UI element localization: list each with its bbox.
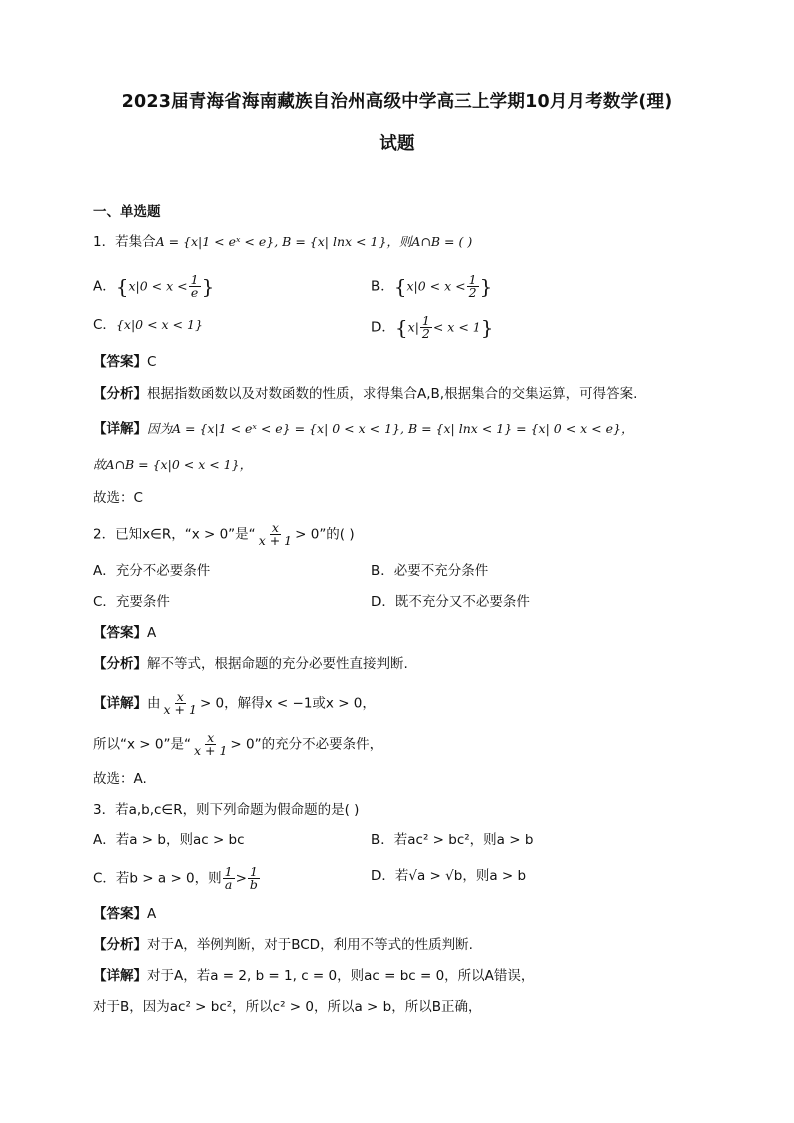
q2-option-d: D．既不充分又不必要条件 xyxy=(371,594,530,610)
q2-option-a: A．充分不必要条件 xyxy=(93,563,211,579)
q1-option-b: B．{x|0 < x < $\frac{1}{2}$ } xyxy=(371,272,493,300)
q2-stem: 2．已知x∈R，“x > 0”是“ $\frac{x}{x + 1}$ > 0”的( ) xyxy=(93,520,355,548)
fraction: $\frac{x}{x + 1}$ xyxy=(163,689,197,717)
q2-option-b: B．必要不充分条件 xyxy=(371,563,489,579)
q2-answer: 【答案】A xyxy=(93,625,157,641)
section-heading: 一、单选题 xyxy=(93,204,161,220)
q2-option-c: C．充要条件 xyxy=(93,594,170,610)
q3-answer: 【答案】A xyxy=(93,906,157,922)
q3-detail-2: 对于B，因为ac² > bc²，所以c² > 0，所以a > b，所以B正确， xyxy=(93,999,482,1015)
q1-detail-1: 【详解】因为A = {x|1 < eˣ < e} = {x| 0 < x < 1}, B = {x| lnx < 1} = {x| 0 < x < e}， xyxy=(93,421,634,437)
fraction: $\frac{x}{x + 1}$ xyxy=(258,520,293,548)
document-title-line1: 2023届青海省海南藏族自治州高级中学高三上学期10月月考数学(理) xyxy=(121,92,673,112)
fraction: $\frac{1}{e}$ xyxy=(190,272,199,300)
document-title-line2: 试题 xyxy=(379,134,415,154)
q3-detail-1: 【详解】对于A，若a = 2, b = 1, c = 0，则ac = bc = 0，所以A错误， xyxy=(93,968,535,984)
q2-detail-3: 故选：A. xyxy=(93,771,147,787)
q2-detail-2: 所以“x > 0”是“ $\frac{x}{x + 1}$ > 0”的充分不必要条件， xyxy=(93,730,384,758)
q1-option-d: D．{x| $\frac{1}{2}$ < x < 1} xyxy=(371,313,494,341)
fraction: $\frac{1}{b}$ xyxy=(249,864,258,892)
q2-analysis: 【分析】解不等式，根据命题的充分必要性直接判断. xyxy=(93,656,408,672)
q1-option-a: A．{x|0 < x < $\frac{1}{e}$ } xyxy=(93,272,215,300)
q1-detail-2: 故A∩B = {x|0 < x < 1}， xyxy=(93,457,253,472)
fraction: $\frac{1}{2}$ xyxy=(468,272,477,300)
q1-analysis: 【分析】根据指数函数以及对数函数的性质，求得集合A,B,根据集合的交集运算，可得答案. xyxy=(93,386,638,402)
q1-detail-3: 故选：C xyxy=(93,490,143,506)
q1-answer: 【答案】C xyxy=(93,354,157,370)
fraction: $\frac{1}{a}$ xyxy=(224,864,233,892)
q1-option-c: C．{x|0 < x < 1} xyxy=(93,317,203,333)
q3-stem: 3．若a,b,c∈R，则下列命题为假命题的是( ) xyxy=(93,802,360,818)
q1-stem: 1．若集合A = {x|1 < eˣ < e}, B = {x| lnx < 1}，则A∩B = ( ) xyxy=(93,234,473,250)
q3-option-d: D．若√a > √b，则a > b xyxy=(371,868,527,884)
q3-option-a: A．若a > b，则ac > bc xyxy=(93,832,245,848)
q3-analysis: 【分析】对于A，举例判断，对于BCD，利用不等式的性质判断. xyxy=(93,937,473,953)
fraction: $\frac{1}{2}$ xyxy=(421,313,430,341)
q3-option-c: C．若b > a > 0，则 $\frac{1}{a}$ > $\frac{1}{b}$ xyxy=(93,864,258,892)
q3-option-b: B．若ac² > bc²，则a > b xyxy=(371,832,534,848)
fraction: $\frac{x}{x + 1}$ xyxy=(193,730,228,758)
q2-detail-1: 【详解】由 $\frac{x}{x + 1}$ > 0，解得x < −1或x > 0， xyxy=(93,689,376,717)
